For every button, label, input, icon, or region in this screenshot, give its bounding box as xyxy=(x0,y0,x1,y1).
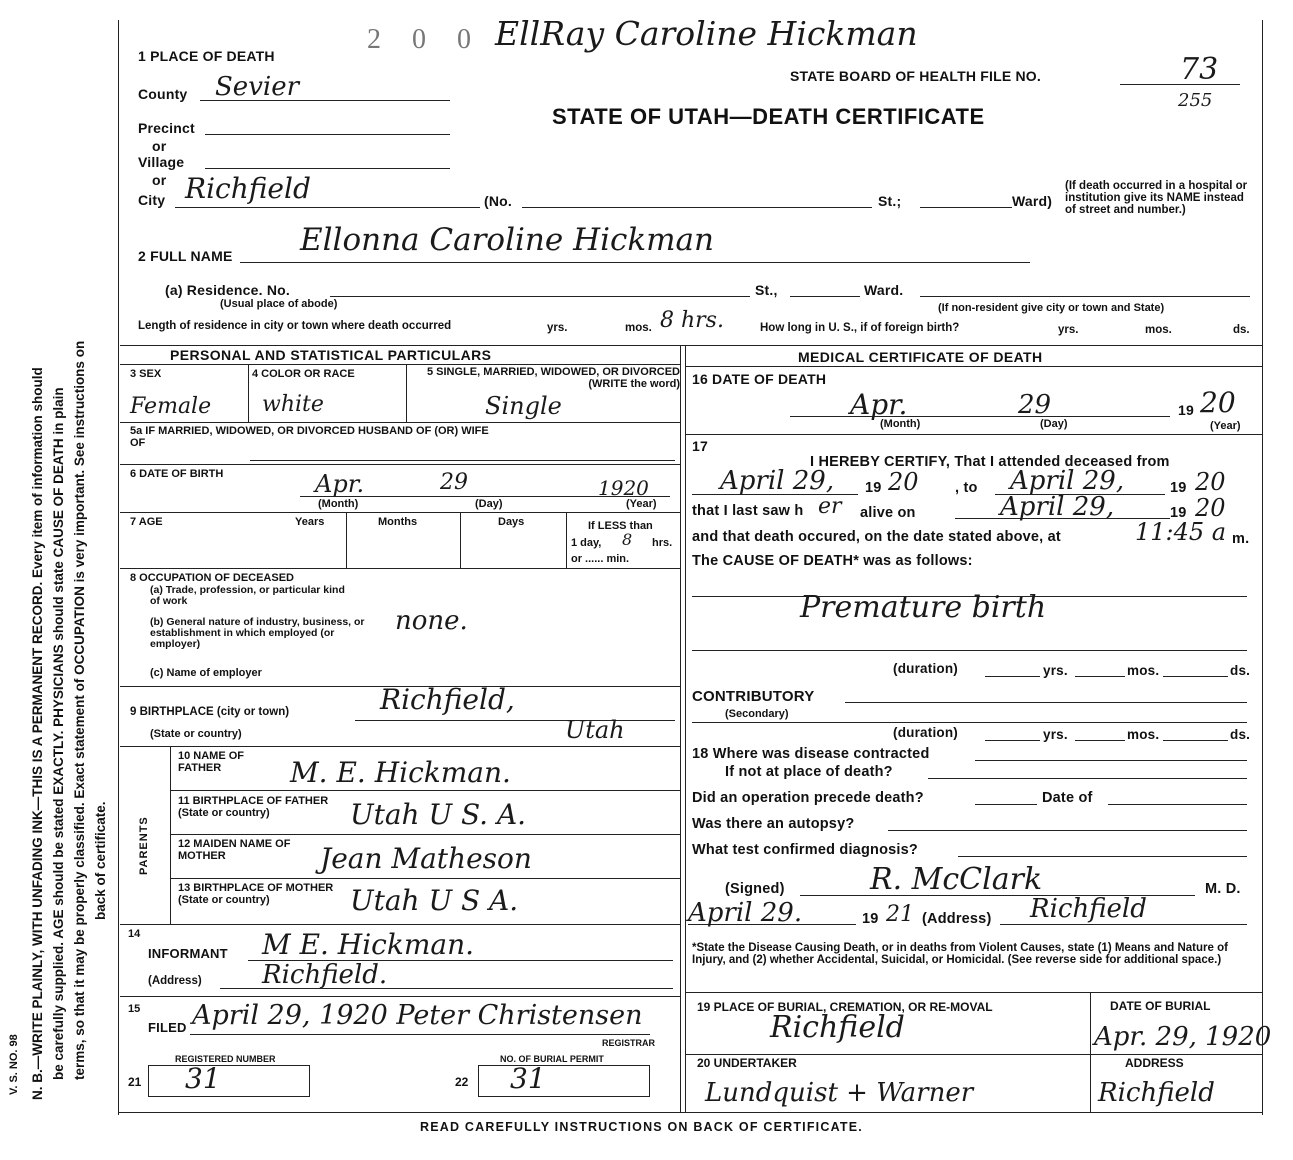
registered-number-box xyxy=(148,1065,310,1097)
to-value: April 29, xyxy=(1010,466,1125,496)
parents-divider xyxy=(170,746,171,924)
full-name-label: 2 FULL NAME xyxy=(138,248,233,264)
birthplace-label: 9 BIRTHPLACE (city or town) xyxy=(130,706,290,718)
hrs-label: hrs. xyxy=(652,537,673,549)
outer-right-border xyxy=(1262,20,1263,1115)
file-no-secondary: 255 xyxy=(1178,90,1213,111)
if-less-label: If LESS than xyxy=(588,520,653,532)
dob-month-caption: (Month) xyxy=(318,498,359,510)
operation-label: Did an operation precede death? xyxy=(692,790,924,806)
test-label: What test confirmed diagnosis? xyxy=(692,842,918,858)
side-note-line3: terms, so that it may be properly classified. Exact statement of OCCUPATION is very important. See instructions on xyxy=(72,340,87,1080)
mother-birthplace-value: Utah U S A. xyxy=(350,884,519,917)
dod-day-caption: (Day) xyxy=(1040,418,1068,430)
dod-line xyxy=(790,416,1170,417)
alive-year: 20 xyxy=(1195,494,1226,522)
test-line xyxy=(958,856,1247,857)
length-residence-label: Length of residence in city or town where death occurred xyxy=(138,320,452,332)
occupation-b-value: none. xyxy=(395,606,468,636)
residence-line xyxy=(330,296,750,297)
duration-yrs-line-1 xyxy=(985,676,1040,677)
handwritten-name: EllRay Caroline Hickman xyxy=(495,14,918,53)
center-divider-2 xyxy=(685,345,686,1113)
street-no-label: (No. xyxy=(484,193,513,209)
precinct-line xyxy=(205,134,450,135)
marital-value: Single xyxy=(485,392,562,420)
burial-date-value: Apr. 29, 1920 xyxy=(1094,1022,1272,1052)
date-of-line xyxy=(1108,804,1247,805)
length-value: 8 hrs. xyxy=(660,308,724,333)
registered-number-label: REGISTERED NUMBER xyxy=(175,1054,276,1064)
us-mos-label: mos. xyxy=(1145,324,1172,336)
row-rule-10 xyxy=(120,924,680,925)
dod-rule xyxy=(685,434,1262,435)
undertaker-rule xyxy=(685,1054,1262,1055)
age-divider-3 xyxy=(566,512,567,568)
marital-label: 5 SINGLE, MARRIED, WIDOWED, OR DIVORCED (WRITE the word) xyxy=(426,366,680,390)
burial-permit-prefix: 22 xyxy=(455,1075,469,1089)
occupation-b-label: (b) General nature of industry, business, or establishment in which employed (or employer) xyxy=(150,616,365,650)
dod-month: Apr. xyxy=(850,388,908,421)
cause-line-2 xyxy=(692,650,1247,651)
filed-label: FILED xyxy=(148,1020,187,1035)
side-note-line1: N. B.—WRITE PLAINLY, WITH UNFADING INK—THIS IS A PERMANENT RECORD. Every item of information should xyxy=(30,367,45,1100)
personal-heading-rule xyxy=(120,364,680,365)
or-label-2: or xyxy=(152,172,167,188)
mother-birthplace-label: 13 BIRTHPLACE OF MOTHER (State or country) xyxy=(178,882,334,906)
filed-number: 15 xyxy=(128,1003,141,1015)
file-no-label: STATE BOARD OF HEALTH FILE NO. xyxy=(790,68,1041,84)
filed-value: April 29, 1920 Peter Christensen xyxy=(192,1000,643,1031)
secondary-label: (Secondary) xyxy=(725,708,789,720)
duration-mos-1: mos. xyxy=(1127,663,1160,678)
row-rule-8 xyxy=(170,834,680,835)
contributory-line xyxy=(845,702,1247,703)
residence-label: (a) Residence. No. xyxy=(165,282,290,298)
residence-city-line xyxy=(920,296,1250,297)
spouse-label: 5a IF MARRIED, WIDOWED, OR DIVORCED HUSBAND OF (OR) WIFE OF xyxy=(130,425,489,449)
age-divider-2 xyxy=(460,512,461,568)
informant-number: 14 xyxy=(128,928,141,940)
or-min-label: or ...... min. xyxy=(571,553,630,565)
file-no-value: 73 xyxy=(1180,52,1219,87)
residence-ward-line xyxy=(790,296,860,297)
disease-contracted-label: 18 Where was disease contracted xyxy=(692,746,930,762)
center-divider xyxy=(680,345,681,1113)
stamp-number: 2 0 0 xyxy=(367,24,483,55)
parents-label: PARENTS xyxy=(138,816,150,875)
signed-label: (Signed) xyxy=(725,881,785,897)
row-rule-2 xyxy=(120,464,680,465)
village-line xyxy=(205,168,450,169)
informant-address-value: Richfield. xyxy=(262,960,388,990)
informant-label: INFORMANT xyxy=(148,946,228,961)
row-rule-4 xyxy=(120,568,680,569)
duration-ds-line-1 xyxy=(1163,676,1228,677)
alive-on-label: alive on xyxy=(860,505,916,521)
duration-yrs-1: yrs. xyxy=(1043,663,1068,678)
full-name-value: Ellonna Caroline Hickman xyxy=(300,222,715,258)
cause-label: The CAUSE OF DEATH* was as follows: xyxy=(692,553,973,569)
alive-year-prefix: 19 xyxy=(1170,505,1187,521)
md-label: M. D. xyxy=(1205,881,1241,897)
occupation-a-label: (a) Trade, profession, or particular kind of work xyxy=(150,584,345,607)
signed-address-value: Richfield xyxy=(1030,894,1147,924)
length-yrs-label: yrs. xyxy=(547,322,568,334)
us-ds-label: ds. xyxy=(1233,324,1250,336)
duration-ds-line-2 xyxy=(1163,740,1228,741)
date-of-label: Date of xyxy=(1042,790,1093,806)
age-years-label: Years xyxy=(295,516,325,528)
certify-number: 17 xyxy=(692,438,708,454)
signed-address-label: (Address) xyxy=(922,911,992,927)
color-label: 4 COLOR OR RACE xyxy=(252,368,355,380)
duration-ds-1: ds. xyxy=(1230,663,1251,678)
county-value: Sevier xyxy=(215,72,300,102)
us-label: How long in U. S., if of foreign birth? xyxy=(760,322,960,334)
disease-contracted-line xyxy=(975,760,1247,761)
city-line xyxy=(175,207,480,208)
or-label-1: or xyxy=(152,138,167,154)
undertaker-address-value: Richfield xyxy=(1098,1078,1215,1108)
from-year-prefix: 19 xyxy=(865,480,882,496)
operation-line xyxy=(975,804,1037,805)
contributory-label: CONTRIBUTORY xyxy=(692,688,815,705)
burial-permit-box xyxy=(478,1065,650,1097)
street-line xyxy=(522,207,872,208)
footnote: *State the Disease Causing Death, or in deaths from Violent Causes, state (1) Means and Nature of Injury, and (2) whether Accidental, Suicidal, or Homicidal. (See reverse side for additional space.) xyxy=(692,942,1228,966)
signed-address-line xyxy=(1000,924,1247,925)
certify-line1: I HEREBY CERTIFY, That I attended deceased from xyxy=(810,454,1170,470)
last-saw-label: that I last saw h xyxy=(692,503,804,519)
burial-date-divider xyxy=(1090,992,1091,1112)
age-hrs-value: 8 xyxy=(622,530,633,549)
ward-line xyxy=(920,207,1012,208)
precinct-label: Precinct xyxy=(138,120,195,136)
mother-name-value: Jean Matheson xyxy=(320,842,532,875)
row-rule-7 xyxy=(170,790,680,791)
to-year: 20 xyxy=(1195,468,1226,496)
father-name-label: 10 NAME OF FATHER xyxy=(178,750,245,774)
sex-value: Female xyxy=(130,394,212,419)
autopsy-line xyxy=(888,830,1247,831)
length-mos-label: mos. xyxy=(625,322,652,334)
county-label: County xyxy=(138,86,188,102)
registered-number-prefix: 21 xyxy=(128,1075,142,1089)
residence-sub: (Usual place of abode) xyxy=(220,298,338,310)
age-months-label: Months xyxy=(378,516,418,528)
registered-number-value: 31 xyxy=(185,1062,221,1095)
mother-name-label: 12 MAIDEN NAME OF MOTHER xyxy=(178,838,291,862)
form-code: V. S. NO. 98 xyxy=(8,1034,20,1095)
dod-century: 19 xyxy=(1178,402,1194,418)
outer-left-border xyxy=(118,20,119,1115)
dob-month: Apr. xyxy=(315,470,365,498)
undertaker-label: 20 UNDERTAKER xyxy=(697,1056,797,1070)
signed-year: 21 xyxy=(886,902,914,927)
time-m-label: m. xyxy=(1232,531,1250,547)
row-rule-9 xyxy=(170,878,680,879)
father-birthplace-value: Utah U S. A. xyxy=(350,798,527,831)
father-name-value: M. E. Hickman. xyxy=(290,756,511,789)
row-rule-6 xyxy=(120,746,680,747)
birthplace-state-value: Utah xyxy=(565,716,625,744)
side-note-line2: be carefully supplied. AGE should be stated EXACTLY. PHYSICIANS should state CAUSE OF DEATH in plain xyxy=(51,387,66,1080)
burial-permit-label: NO. OF BURIAL PERMIT xyxy=(500,1054,604,1064)
registrar-label: REGISTRAR xyxy=(602,1038,656,1048)
spouse-line xyxy=(250,460,675,461)
undertaker-address-label: ADDRESS xyxy=(1125,1056,1184,1070)
dod-day: 29 xyxy=(1018,390,1052,420)
duration-label-2: (duration) xyxy=(893,725,958,740)
dod-month-caption: (Month) xyxy=(880,418,921,430)
street-st-label: St.; xyxy=(878,193,902,209)
last-saw-her: er xyxy=(818,494,842,519)
us-yrs-label: yrs. xyxy=(1058,324,1079,336)
sex-color-divider xyxy=(248,364,249,422)
residence-st-label: St., xyxy=(755,282,778,298)
from-year: 20 xyxy=(888,468,919,496)
occupation-c-label: (c) Name of employer xyxy=(150,667,262,679)
age-label: 7 AGE xyxy=(130,516,163,528)
filed-line xyxy=(190,1034,650,1035)
cause-value: Premature birth xyxy=(800,590,1047,625)
signed-date: April 29. xyxy=(688,898,803,928)
sex-label: 3 SEX xyxy=(130,368,162,380)
color-marital-divider xyxy=(406,364,407,422)
signed-value: R. McClark xyxy=(870,862,1043,897)
side-note-line4: back of certificate. xyxy=(93,801,108,920)
contributory-line-2 xyxy=(692,722,1247,723)
dob-year: 1920 xyxy=(598,476,649,500)
medical-heading: MEDICAL CERTIFICATE OF DEATH xyxy=(798,349,1043,365)
village-label: Village xyxy=(138,154,185,170)
dob-day: 29 xyxy=(440,470,468,495)
death-occured-label: and that death occured, on the date stated above, at xyxy=(692,529,1061,545)
dod-year: 20 xyxy=(1200,386,1236,419)
city-value: Richfield xyxy=(185,172,311,205)
city-label: City xyxy=(138,192,166,208)
undertaker-value: Lundquist + Warner xyxy=(705,1078,974,1108)
one-day-label: 1 day, xyxy=(571,537,602,549)
not-place-label: If not at place of death? xyxy=(725,764,893,780)
color-value: white xyxy=(262,392,324,417)
father-birthplace-label: 11 BIRTHPLACE OF FATHER (State or country) xyxy=(178,795,329,819)
page-title: STATE OF UTAH—DEATH CERTIFICATE xyxy=(552,104,985,129)
age-divider-1 xyxy=(346,512,347,568)
dob-year-caption: (Year) xyxy=(626,498,657,510)
duration-mos-line-2 xyxy=(1075,740,1125,741)
burial-rule xyxy=(685,992,1262,993)
duration-yrs-line-2 xyxy=(985,740,1040,741)
dod-year-caption: (Year) xyxy=(1210,420,1241,432)
occupation-label: 8 OCCUPATION OF DECEASED xyxy=(130,572,294,584)
medical-heading-rule xyxy=(685,366,1262,367)
alive-on-value: April 29, xyxy=(1000,492,1115,522)
footer-instructions: READ CAREFULLY INSTRUCTIONS ON BACK OF CERTIFICATE. xyxy=(420,1120,863,1134)
informant-address-label: (Address) xyxy=(148,975,202,987)
personal-heading: PERSONAL AND STATISTICAL PARTICULARS xyxy=(170,347,492,363)
dob-day-caption: (Day) xyxy=(475,498,503,510)
place-of-death-label: 1 PLACE OF DEATH xyxy=(138,48,275,64)
burial-date-label: DATE OF BURIAL xyxy=(1110,999,1211,1013)
duration-mos-2: mos. xyxy=(1127,727,1160,742)
birthplace-value: Richfield, xyxy=(380,683,515,716)
burial-place-value: Richfield xyxy=(770,1010,905,1045)
duration-label-1: (duration) xyxy=(893,661,958,676)
birthplace-state-label: (State or country) xyxy=(150,728,242,740)
date-of-death-label: 16 DATE OF DEATH xyxy=(692,371,827,387)
not-place-line xyxy=(928,778,1247,779)
full-name-line xyxy=(240,262,1030,263)
to-year-prefix: 19 xyxy=(1170,480,1187,496)
informant-value: M E. Hickman. xyxy=(262,928,475,961)
burial-permit-value: 31 xyxy=(510,1062,546,1095)
time-value: 11:45 a xyxy=(1135,518,1227,546)
dob-label: 6 DATE OF BIRTH xyxy=(130,468,224,480)
birthplace-line xyxy=(355,720,675,721)
row-rule-3 xyxy=(120,512,680,513)
outer-bottom-border xyxy=(118,1112,1263,1113)
row-rule-1 xyxy=(120,422,680,423)
ward-label: Ward) xyxy=(1012,193,1053,209)
burial-place-label: 19 PLACE OF BURIAL, CREMATION, OR RE-MOVAL xyxy=(697,1000,993,1014)
to-label: , to xyxy=(955,480,978,496)
residence-ward-label: Ward. xyxy=(864,282,904,298)
autopsy-label: Was there an autopsy? xyxy=(692,816,855,832)
table-top-rule xyxy=(120,345,1262,346)
hospital-note: (If death occurred in a hospital or institution give its NAME instead of street and number.) xyxy=(1065,180,1248,216)
duration-yrs-2: yrs. xyxy=(1043,727,1068,742)
age-days-label: Days xyxy=(498,516,525,528)
duration-ds-2: ds. xyxy=(1230,727,1251,742)
signed-year-prefix: 19 xyxy=(862,911,879,927)
nonresident-note: (If non-resident give city or town and State) xyxy=(938,302,1165,314)
from-value: April 29, xyxy=(720,466,835,496)
duration-mos-line-1 xyxy=(1075,676,1125,677)
row-rule-11 xyxy=(120,996,680,997)
